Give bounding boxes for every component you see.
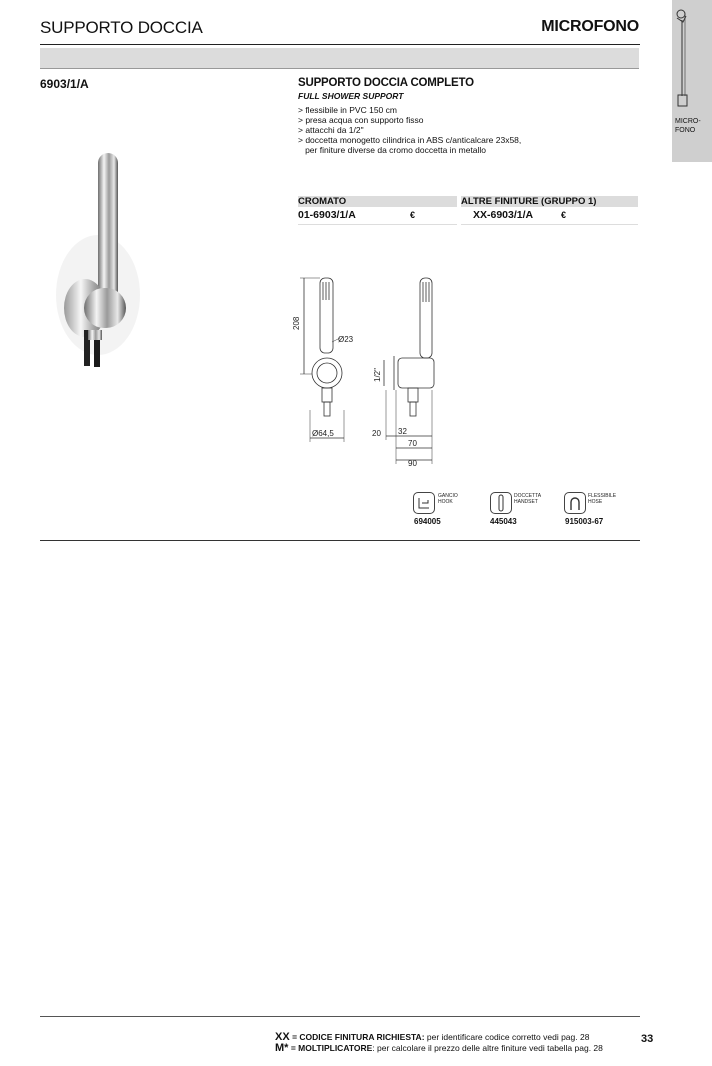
finish-header-others: ALTRE FINITURE (GRUPPO 1) — [461, 196, 638, 207]
finish-price-others: € — [561, 210, 567, 220]
product-photo — [48, 145, 148, 370]
part-code-handset: 445043 — [490, 517, 517, 526]
dim-32: 32 — [398, 427, 407, 436]
dim-70: 70 — [408, 439, 417, 448]
side-tab-label: MICRO- FONO — [675, 118, 701, 134]
product-subtitle: FULL SHOWER SUPPORT — [298, 91, 404, 101]
feature-list — [298, 105, 521, 155]
feature-item: > flessibile in PVC 150 cm — [298, 105, 397, 115]
product-code: 6903/1/A — [40, 77, 89, 91]
part-code-hook: 694005 — [414, 517, 441, 526]
side-tab[interactable] — [672, 0, 712, 162]
finish-code-chrome: 01-6903/1/A — [298, 209, 356, 221]
feature-item: > presa acqua con supporto fisso — [298, 115, 424, 125]
hand-shower-icon — [672, 0, 712, 115]
dim-base-diameter: Ø64,5 — [312, 429, 334, 438]
finish-code-others: XX-6903/1/A — [473, 209, 534, 221]
product-title: SUPPORTO DOCCIA COMPLETO — [298, 77, 474, 89]
part-label-hook: GANCIO HOOK — [438, 493, 458, 505]
section-divider — [40, 540, 640, 541]
part-label-hose: FLESSIBILE HOSE — [588, 493, 617, 505]
finish-price-chrome: € — [410, 210, 416, 220]
dim-handset-diameter: Ø23 — [338, 335, 354, 344]
hook-icon — [413, 492, 435, 514]
part-label-handset: DOCCETTA HANDSET — [514, 493, 542, 505]
part-code-hose: 915003-67 — [565, 517, 604, 526]
technical-drawing — [290, 270, 460, 475]
page-number: 33 — [641, 1033, 654, 1045]
feature-item: per finiture diverse da cromo doccetta in metallo — [298, 145, 487, 155]
feature-item: > doccetta monogetto cilindrica in ABS c/anticalcare 23x58, — [298, 135, 522, 145]
footer-note-m: M* = MOLTIPLICATORE: per calcolare il prezzo delle altre finiture vedi tabella pag. 28 — [275, 1042, 603, 1054]
finish-row-rule — [298, 224, 457, 225]
page-title: SUPPORTO DOCCIA — [40, 18, 203, 37]
finish-row-rule — [461, 224, 638, 225]
category-title: MICROFONO — [541, 18, 639, 35]
dim-90: 90 — [408, 459, 417, 468]
dim-height: 208 — [292, 316, 301, 330]
hose-icon — [564, 492, 586, 514]
dim-20: 20 — [372, 429, 381, 438]
handset-icon — [490, 492, 512, 514]
dim-thread: 1/2" — [373, 368, 382, 382]
feature-item: > attacchi da 1/2" — [298, 125, 364, 135]
finish-header-chrome: CROMATO — [298, 196, 457, 207]
header-band — [40, 48, 639, 69]
footer-divider — [40, 1016, 640, 1017]
footer-note-xx: XX = CODICE FINITURA RICHIESTA: per identificare codice corretto vedi pag. 28 — [275, 1031, 590, 1043]
header-divider — [40, 44, 640, 45]
